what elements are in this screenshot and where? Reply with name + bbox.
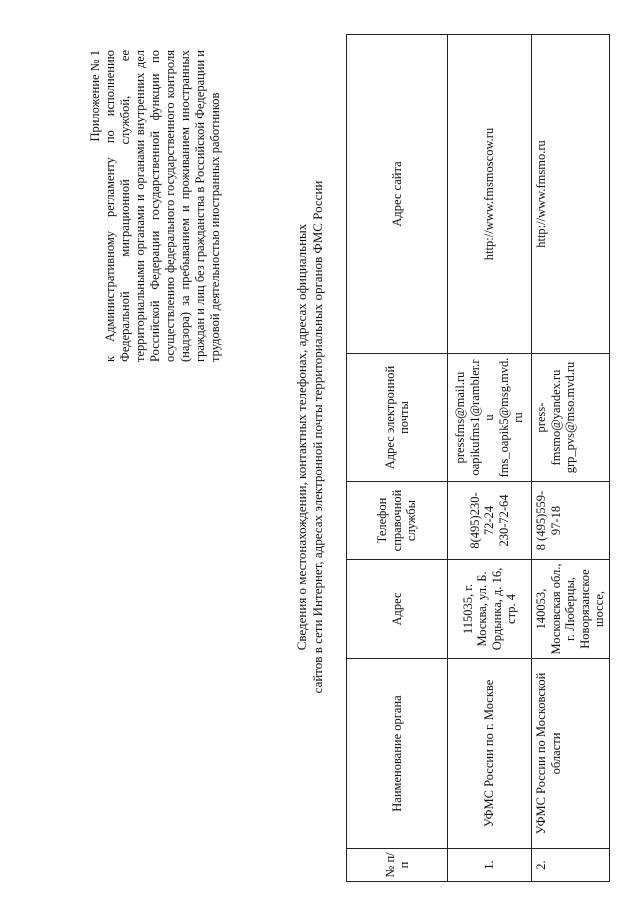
cell-number: 1. xyxy=(448,849,532,882)
cell-phone xyxy=(532,482,610,560)
email-link[interactable]: press-fmsmo@yandex.ru xyxy=(534,369,563,466)
cell-address: 140053, Московская обл., г. Люберцы, Новорязанское шоссе, xyxy=(532,560,610,659)
site-link[interactable]: http://www.fmsmoscow.ru xyxy=(482,127,497,261)
document-title xyxy=(294,52,325,822)
phone-line: 8(495)230-72-24 xyxy=(467,492,497,549)
appendix-block xyxy=(88,50,223,362)
header-number: № п/п xyxy=(347,849,448,882)
appendix-body: к Административному регламенту по исполнению Федеральной миграционной службой, ее территориальными органами и органами внутренних дел Российской Федерации государственной функции по осуществлению федерального государственного контроля (надзора) за пребыванием и проживанием иностранных граждан и лиц без гражданства в Российской Федерации и трудовой деятельностью иностранных работников xyxy=(103,50,222,362)
cell-phone xyxy=(448,482,532,560)
header-site: Адрес сайта xyxy=(347,35,448,354)
cell-email xyxy=(448,354,532,482)
cell-site xyxy=(448,35,532,354)
cell-name: УФМС России по Московской области xyxy=(532,659,610,849)
rotated-sheet xyxy=(88,22,640,882)
header-name: Наименование органа xyxy=(347,659,448,849)
email-link[interactable]: grp_pvs@mso.mvd.ru xyxy=(563,361,577,474)
email-link[interactable]: fms_oapik5@msg.mvd.ru xyxy=(496,357,526,478)
phone-line: 230-72-64 xyxy=(496,494,511,547)
cell-name: УФМС России по г. Москве xyxy=(448,659,532,849)
cell-address: 115035, г. Москва, ул. Б. Ордынка, д. 16, стр. 4 xyxy=(448,560,532,659)
cell-number: 2. xyxy=(532,849,610,882)
table-row xyxy=(448,35,532,882)
cell-site xyxy=(532,35,610,354)
table-row xyxy=(532,35,610,882)
offices-table xyxy=(346,34,610,882)
appendix-heading: Приложение № 1 xyxy=(88,50,102,142)
title-line-2: сайтов в сети Интернет, адресах электронной почты территориальных органов ФМС России xyxy=(309,180,325,694)
header-email: Адрес электронной почты xyxy=(347,354,448,482)
email-link[interactable]: pressfms@mail.ru xyxy=(453,371,468,464)
title-line-1: Сведения о местонахождении, контактных телефонах, адресах официальных xyxy=(294,223,309,651)
cell-email xyxy=(532,354,610,482)
table-header-row xyxy=(347,35,448,882)
header-address: Адрес xyxy=(347,560,448,659)
site-link[interactable]: http://www.fmsmo.ru xyxy=(534,140,548,248)
phone-line: 8 (495)559-97-18 xyxy=(534,490,563,551)
header-phone: Телефон справочной службы xyxy=(347,482,448,560)
email-link[interactable]: oapikufms1@rambler.ru xyxy=(467,359,497,476)
